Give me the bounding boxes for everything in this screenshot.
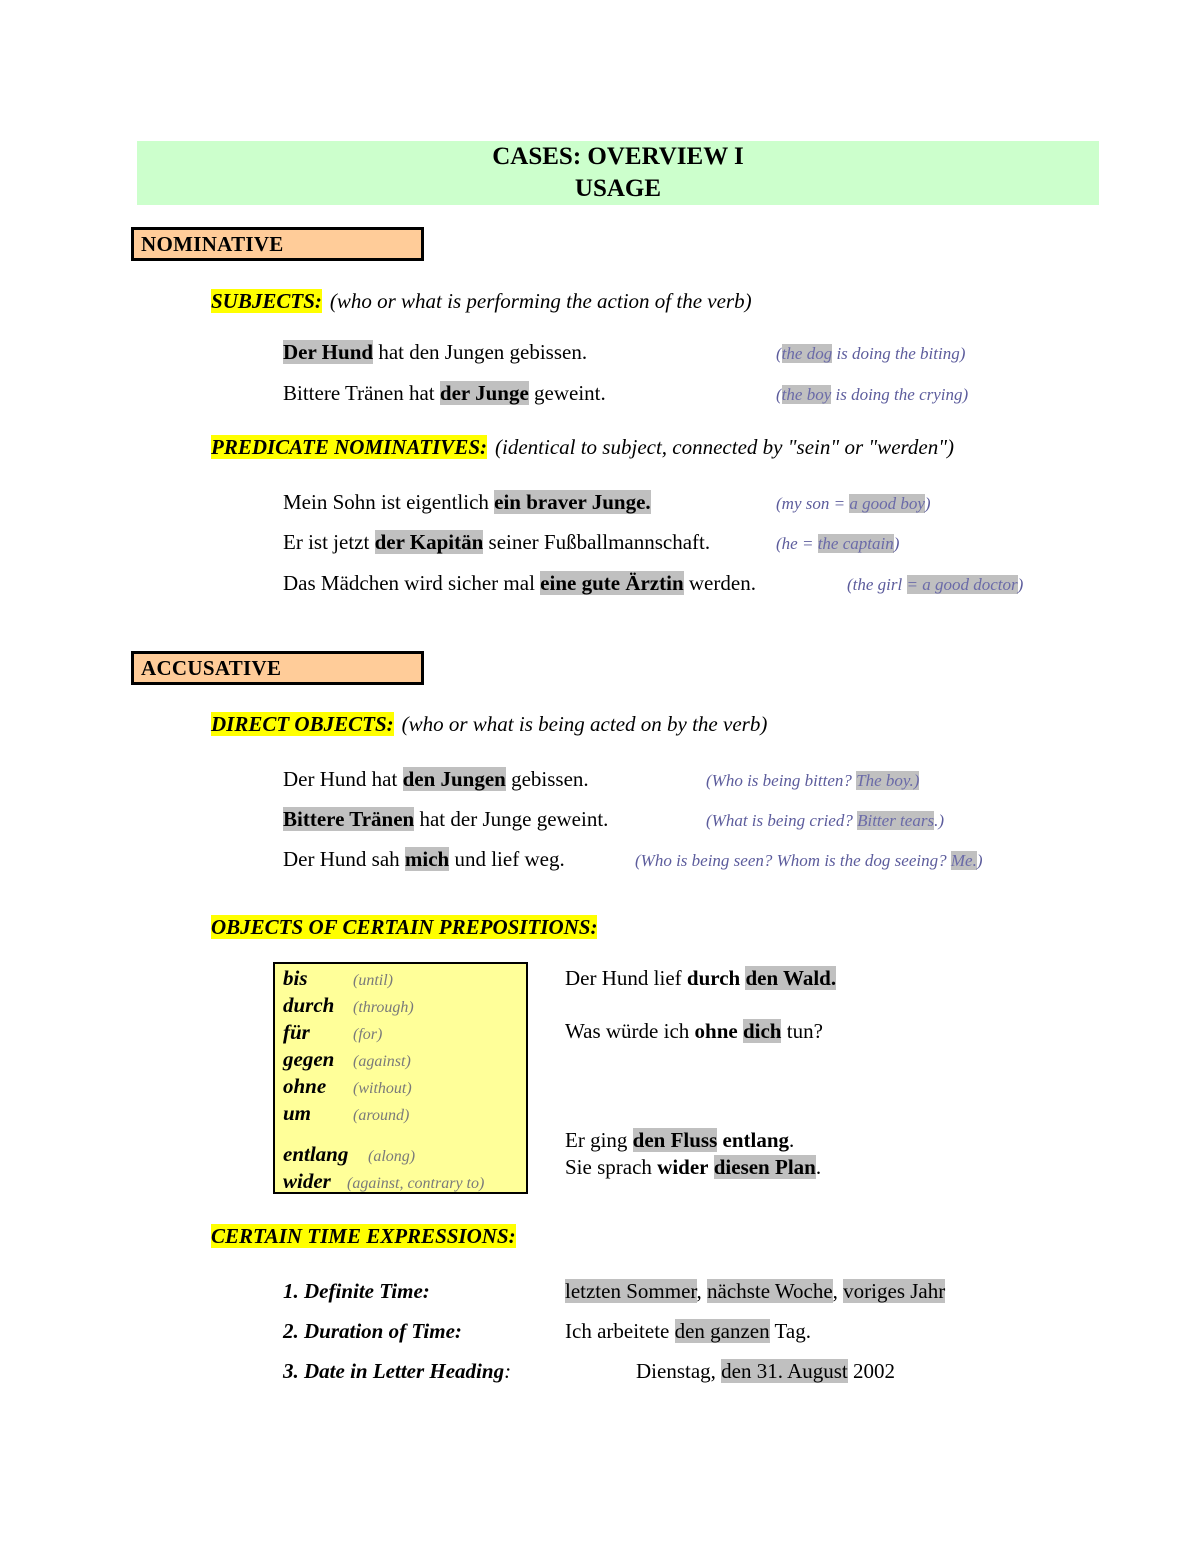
direct-objects-note: (who or what is being acted on by the verb) xyxy=(401,712,768,736)
definite-time-example: letzten Sommer, nächste Woche, voriges Jahr xyxy=(565,1279,946,1303)
direct-object-example-1: Der Hund hat den Jungen gebissen. xyxy=(283,767,589,791)
predicate-note: (identical to subject, connected by "sein" or "werden") xyxy=(495,435,955,459)
accusative-label: ACCUSATIVE xyxy=(131,651,424,685)
time-expressions-heading xyxy=(211,1224,516,1249)
title-line-2: USAGE xyxy=(574,175,662,202)
prepositions-heading-label: OBJECTS OF CERTAIN PREPOSITIONS: xyxy=(211,915,598,939)
predicate-heading-label: PREDICATE NOMINATIVES: xyxy=(211,435,487,459)
preposition-gegen: gegen (against) xyxy=(283,1047,411,1071)
subjects-note: (who or what is performing the action of the verb) xyxy=(329,289,752,313)
duration-time-label: 2. Duration of Time: xyxy=(283,1319,462,1343)
direct-objects-heading-label: DIRECT OBJECTS: xyxy=(211,712,394,736)
subject-example-1: Der Hund hat den Jungen gebissen. xyxy=(283,340,588,364)
page-title xyxy=(137,141,1099,205)
preposition-example-4: Sie sprach wider diesen Plan. xyxy=(565,1155,822,1179)
direct-object-example-2: Bittere Tränen hat der Junge geweint. xyxy=(283,807,609,831)
date-heading-label: 3. Date in Letter Heading: xyxy=(283,1359,512,1383)
subject-example-2: Bittere Tränen hat der Junge geweint. xyxy=(283,381,606,405)
direct-object-example-3: Der Hund sah mich und lief weg. xyxy=(283,847,565,871)
preposition-ohne: ohne (without) xyxy=(283,1074,412,1098)
predicate-example-3: Das Mädchen wird sicher mal eine gute Ärztin werden. xyxy=(283,571,756,595)
date-heading-example: Dienstag, den 31. August 2002 xyxy=(636,1359,895,1383)
predicate-example-2: Er ist jetzt der Kapitän seiner Fußballmannschaft. xyxy=(283,530,711,554)
preposition-bis: bis (until) xyxy=(283,966,393,990)
direct-object-translation-3: (Who is being seen? Whom is the dog seeing? Me.) xyxy=(635,851,983,870)
predicate-translation-2: (he = the captain) xyxy=(776,534,900,553)
predicate-example-1: Mein Sohn ist eigentlich ein braver Junge. xyxy=(283,490,651,514)
predicate-translation-1: (my son = a good boy) xyxy=(776,494,931,513)
subjects-heading-label: SUBJECTS: xyxy=(211,289,322,313)
preposition-example-1: Der Hund lief durch den Wald. xyxy=(565,966,837,990)
preposition-um: um (around) xyxy=(283,1101,410,1125)
direct-object-translation-2: (What is being cried? Bitter tears.) xyxy=(706,811,944,830)
subject-translation-2: (the boy is doing the crying) xyxy=(776,385,969,404)
prepositions-box xyxy=(273,962,528,1194)
predicate-heading xyxy=(211,435,954,460)
direct-object-translation-1: (Who is being bitten? The boy.) xyxy=(706,771,920,790)
predicate-translation-3: (the girl = a good doctor) xyxy=(847,575,1024,594)
duration-time-example: Ich arbeitete den ganzen Tag. xyxy=(565,1319,811,1343)
preposition-fuer: für (for) xyxy=(283,1020,383,1044)
definite-time-label: 1. Definite Time: xyxy=(283,1279,430,1303)
preposition-example-3: Er ging den Fluss entlang. xyxy=(565,1128,795,1152)
direct-objects-heading xyxy=(211,712,767,737)
nominative-label: NOMINATIVE xyxy=(131,227,424,261)
time-expressions-heading-label: CERTAIN TIME EXPRESSIONS: xyxy=(211,1224,516,1248)
subject-translation-1: (the dog is doing the biting) xyxy=(776,344,966,363)
preposition-entlang: entlang (along) xyxy=(283,1142,416,1166)
preposition-wider: wider (against, contrary to) xyxy=(283,1169,485,1193)
preposition-example-2: Was würde ich ohne dich tun? xyxy=(565,1019,823,1043)
title-line-1: CASES: OVERVIEW I xyxy=(492,143,744,170)
preposition-durch: durch (through) xyxy=(283,993,414,1017)
prepositions-heading xyxy=(211,915,597,940)
subjects-heading xyxy=(211,289,752,314)
